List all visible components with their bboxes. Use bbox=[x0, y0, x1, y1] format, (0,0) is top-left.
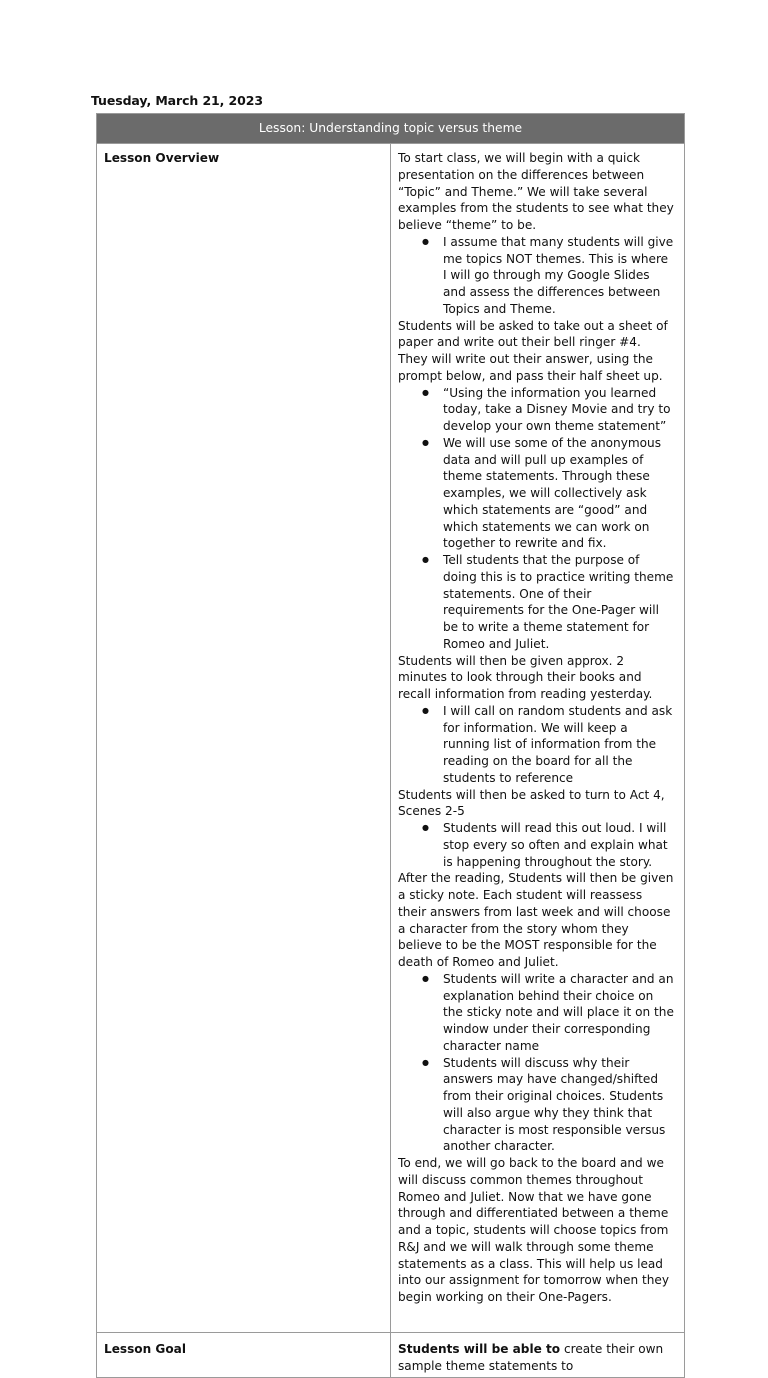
lesson-goal-text: create their own sample theme statements to bbox=[398, 1341, 664, 1373]
overview-paragraph: To end, we will go back to the board and we will discuss common themes throughout Romeo and Juliet. Now that we have gone through and differentiated between a theme and a topic, students will choose topics from R&J and we will walk through some theme statements as a class. This will help us lead into our assignment for tomorrow when they begin working on their One-Pagers. bbox=[398, 1156, 669, 1304]
overview-bullet-item: ● We will use some of the anonymous data and will pull up examples of theme statements. Through these examples, we will collectively ask which statements are “good” and which statements we can work on together to rewrite and fix. bbox=[443, 435, 674, 552]
overview-bullet-item: ● “Using the information you learned today, take a Disney Movie and try to develop your own theme statement” bbox=[443, 385, 674, 435]
lesson-goal-lead: Students will be able to bbox=[398, 1341, 561, 1356]
lesson-overview-content bbox=[391, 144, 685, 1333]
lesson-overview-label: Lesson Overview bbox=[97, 144, 391, 1333]
overview-paragraph: Students will then be asked to turn to Act 4, Scenes 2-5 bbox=[398, 787, 665, 819]
lesson-goal-row bbox=[97, 1332, 685, 1377]
overview-bullet-item: ● I will call on random students and ask for information. We will keep a running list of information from the reading on the board for all the students to reference bbox=[443, 703, 674, 787]
overview-bullet-list bbox=[398, 385, 674, 653]
lesson-header-row bbox=[97, 114, 685, 144]
overview-paragraph: Students will be asked to take out a sheet of paper and write out their bell ringer #4. They will write out their answer, using the prompt below, and pass their half sheet up. bbox=[398, 318, 668, 383]
overview-bullet-item: ● Students will read this out loud. I will stop every so often and explain what is happening throughout the story. bbox=[443, 820, 674, 870]
document-date: Tuesday, March 21, 2023 bbox=[91, 93, 263, 108]
overview-bullet-list bbox=[398, 703, 674, 787]
overview-bullet-list bbox=[398, 234, 674, 318]
overview-bullet-item: ● Tell students that the purpose of doing this is to practice writing theme statements. One of their requirements for the One-Pager will be to write a theme statement for Romeo and Juliet. bbox=[443, 552, 674, 653]
lesson-goal-content bbox=[391, 1332, 685, 1377]
overview-bullet-item: ● I assume that many students will give me topics NOT themes. This is where I will go through my Google Slides and assess the differences between Topics and Theme. bbox=[443, 234, 674, 318]
lesson-overview-row bbox=[97, 144, 685, 1333]
overview-bullet-item: ● Students will write a character and an explanation behind their choice on the sticky note and will place it on the window under their corresponding character name bbox=[443, 971, 674, 1055]
overview-bullet-list bbox=[398, 971, 674, 1155]
overview-paragraph: Students will then be given approx. 2 minutes to look through their books and recall information from reading yesterday. bbox=[398, 653, 653, 701]
overview-paragraph: To start class, we will begin with a quick presentation on the differences between “Topic” and Theme.” We will take several examples from the students to see what they believe “theme” to be. bbox=[398, 151, 674, 232]
lesson-title: Lesson: Understanding topic versus theme bbox=[97, 114, 685, 144]
lesson-plan-table bbox=[96, 113, 685, 1378]
lesson-goal-label: Lesson Goal bbox=[97, 1332, 391, 1377]
overview-paragraph: After the reading, Students will then be given a sticky note. Each student will reassess their answers from last week and will choose a character from the story whom they believe to be the MOST responsible for the death of Romeo and Juliet. bbox=[398, 871, 674, 969]
overview-bullet-item: ● Students will discuss why their answers may have changed/shifted from their original choices. Students will also argue why they think that character is most responsible versus another character. bbox=[443, 1055, 674, 1156]
overview-bullet-list bbox=[398, 820, 674, 870]
